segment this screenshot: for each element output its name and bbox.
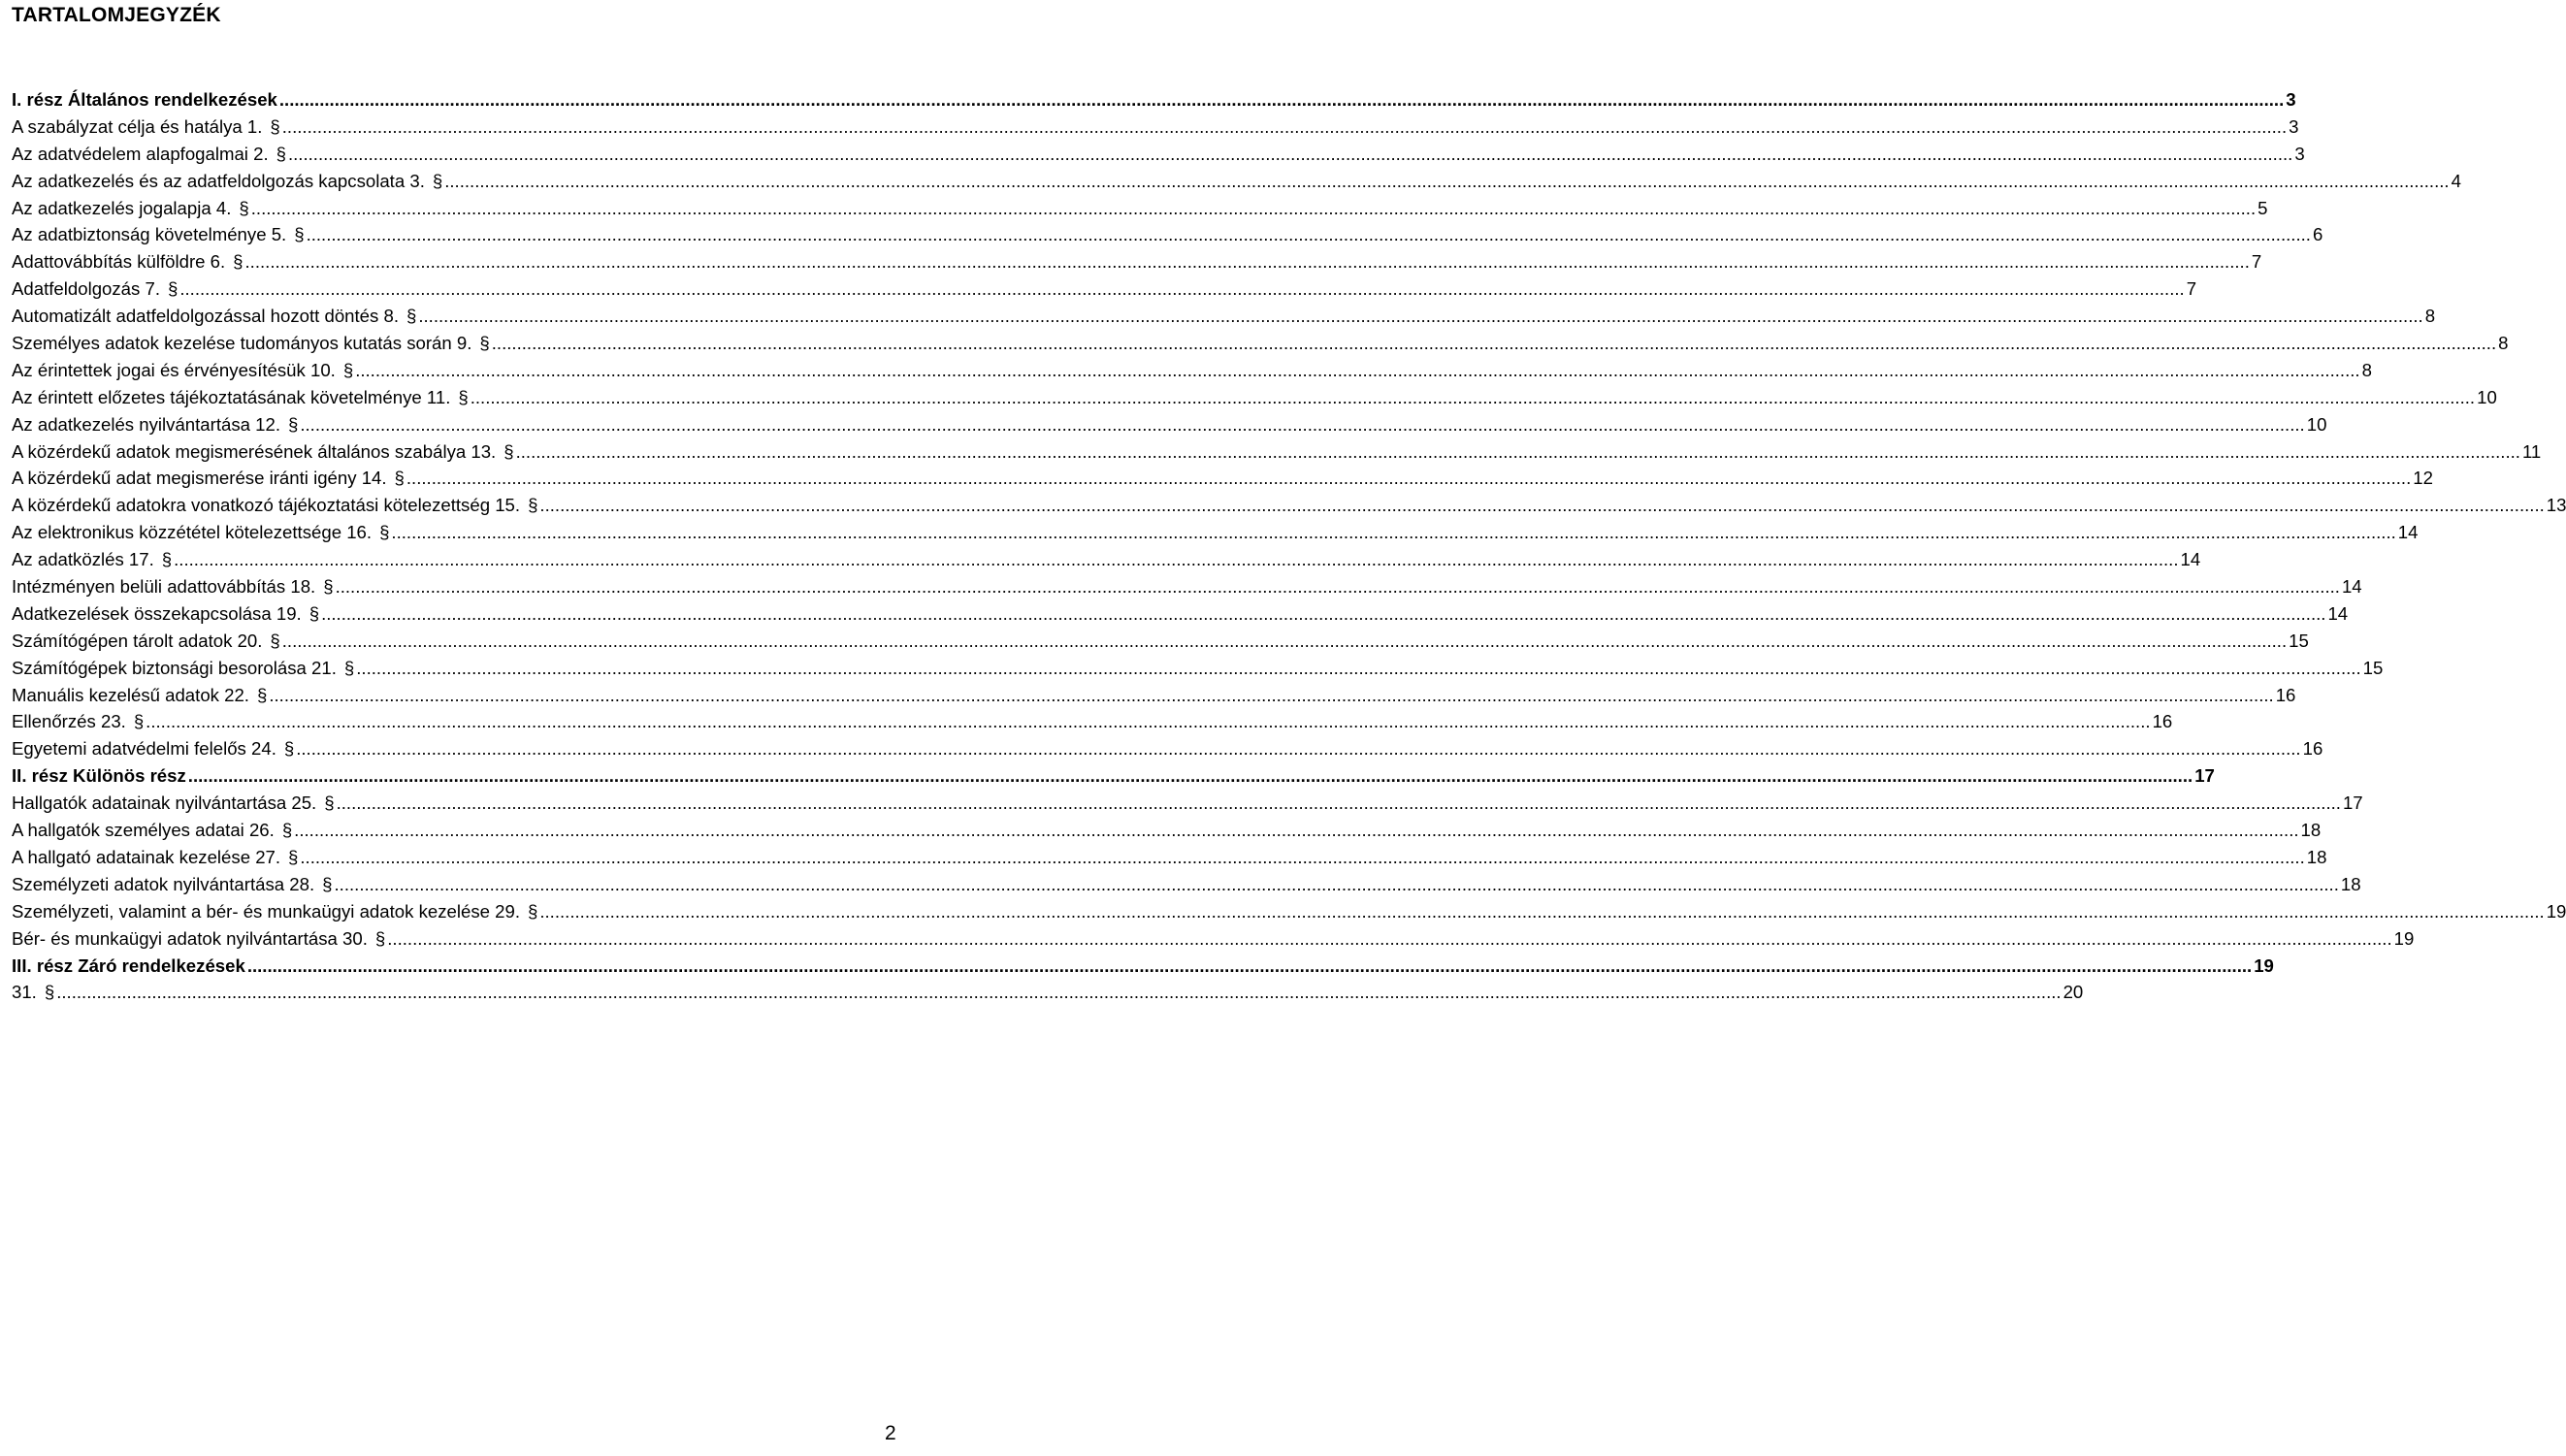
toc-entry-page: 18 [2300, 820, 2322, 841]
toc-entry-label: Intézményen belüli adattovábbítás 18. [12, 576, 316, 598]
toc-entry-label: II. rész Különös rész [12, 765, 186, 787]
toc-entry-page: 14 [2397, 522, 2419, 543]
dot-leader: ................................................................................................................................................................................................................................................................................................................................................................................................................ [174, 549, 2179, 570]
toc-entry[interactable] [12, 573, 2362, 600]
toc-entry-page: 18 [2306, 846, 2327, 867]
section-symbol: § [288, 846, 299, 867]
toc-entry-page: 3 [2294, 143, 2305, 164]
section-symbol: § [161, 549, 173, 570]
toc-entry-label: Az érintett előzetes tájékoztatásának követelménye 11. [12, 386, 451, 407]
toc-entry-label: Személyzeti, valamint a bér- és munkaügyi adatok kezelése 29. [12, 900, 520, 922]
section-symbol: § [528, 495, 538, 516]
section-symbol: § [343, 657, 355, 678]
toc-entry[interactable] [12, 925, 2415, 953]
toc-entry[interactable] [12, 735, 2323, 762]
toc-entry-page: 16 [2302, 738, 2323, 760]
dot-leader: ................................................................................................................................................................................................................................................................................................................................................................................................................ [406, 468, 2412, 489]
toc-part-entry[interactable] [12, 953, 2274, 980]
toc-entry-label: Személyes adatok kezelése tudományos kutatás során 9. [12, 333, 472, 354]
toc-entry-page: 8 [2498, 333, 2509, 354]
toc-entry-page: 8 [2424, 306, 2436, 327]
toc-entry-page: 17 [2194, 765, 2215, 787]
toc-entry-label: Automatizált adatfeldolgozással hozott döntés 8. [12, 306, 399, 327]
section-symbol: § [374, 927, 386, 949]
dot-leader: ................................................................................................................................................................................................................................................................................................................................................................................................................ [391, 522, 2396, 543]
toc-entry[interactable] [12, 248, 2262, 275]
dot-leader: ................................................................................................................................................................................................................................................................................................................................................................................................................ [56, 982, 2062, 1003]
toc-entry[interactable] [12, 411, 2327, 438]
toc-entry-page: 15 [2362, 657, 2384, 678]
dot-leader: ................................................................................................................................................................................................................................................................................................................................................................................................................ [321, 602, 2326, 624]
toc-entry-page: 3 [2286, 89, 2296, 110]
dot-leader: ................................................................................................................................................................................................................................................................................................................................................................................................................ [246, 954, 2253, 976]
dot-leader: ................................................................................................................................................................................................................................................................................................................................................................................................................ [335, 576, 2340, 598]
section-symbol: § [294, 224, 305, 245]
toc-entry[interactable] [12, 303, 2436, 330]
section-symbol: § [270, 630, 280, 651]
toc-entry[interactable] [12, 979, 2084, 1006]
toc-entry[interactable] [12, 168, 2461, 195]
toc-entry-page: 20 [2063, 982, 2084, 1003]
section-symbol: § [379, 522, 390, 543]
dot-leader: ................................................................................................................................................................................................................................................................................................................................................................................................................ [539, 900, 2545, 922]
toc-entry[interactable] [12, 871, 2361, 898]
dot-leader: ................................................................................................................................................................................................................................................................................................................................................................................................................ [179, 278, 2185, 300]
toc-entry[interactable] [12, 221, 2323, 248]
toc-entry[interactable] [12, 357, 2372, 384]
table-of-contents [12, 86, 2566, 1006]
toc-entry-label: I. rész Általános rendelkezések [12, 89, 277, 110]
section-symbol: § [288, 413, 299, 435]
toc-entry-page: 14 [2180, 549, 2201, 570]
dot-leader: ................................................................................................................................................................................................................................................................................................................................................................................................................ [418, 306, 2423, 327]
toc-entry-page: 16 [2275, 684, 2296, 705]
section-symbol: § [283, 738, 295, 760]
toc-entry-label: Egyetemi adatvédelmi felelős 24. [12, 738, 276, 760]
toc-entry-page: 6 [2312, 224, 2323, 245]
dot-leader: ................................................................................................................................................................................................................................................................................................................................................................................................................ [244, 251, 2250, 273]
toc-entry-page: 19 [2393, 927, 2415, 949]
toc-entry-page: 18 [2340, 873, 2361, 894]
toc-entry[interactable] [12, 275, 2197, 303]
toc-entry-label: A közérdekű adat megismerése iránti igény 14. [12, 468, 387, 489]
toc-entry-page: 16 [2152, 711, 2173, 732]
section-symbol: § [44, 982, 55, 1003]
toc-entry-label: Számítógépek biztonsági besorolása 21. [12, 657, 337, 678]
toc-entry-label: Bér- és munkaügyi adatok nyilvántartása 30. [12, 927, 368, 949]
dot-leader: ................................................................................................................................................................................................................................................................................................................................................................................................................ [515, 440, 2520, 462]
toc-entry-label: Ellenőrzés 23. [12, 711, 126, 732]
toc-entry-label: Az elektronikus közzététel kötelezettsége 16. [12, 522, 373, 543]
toc-entry[interactable] [12, 898, 2566, 925]
dot-leader: ................................................................................................................................................................................................................................................................................................................................................................................................................ [356, 657, 2361, 678]
dot-leader: ................................................................................................................................................................................................................................................................................................................................................................................................................ [355, 359, 2360, 380]
toc-entry[interactable] [12, 708, 2173, 735]
section-symbol: § [233, 251, 244, 273]
section-symbol: § [432, 170, 443, 191]
toc-entry-page: 14 [2327, 602, 2349, 624]
toc-part-entry[interactable] [12, 762, 2215, 790]
toc-entry-label: Adattovábbítás külföldre 6. [12, 251, 226, 273]
toc-entry-label: A szabályzat célja és hatálya 1. [12, 115, 263, 137]
toc-entry-label: Az adatkezelés nyilvántartása 12. [12, 413, 280, 435]
dot-leader: ................................................................................................................................................................................................................................................................................................................................................................................................................ [306, 224, 2311, 245]
section-symbol: § [406, 306, 417, 327]
page-number: 2 [885, 1422, 896, 1444]
toc-entry-page: 3 [2289, 115, 2299, 137]
section-symbol: § [527, 900, 538, 922]
toc-entry-label: Hallgatók adatainak nyilvántartása 25. [12, 793, 317, 814]
toc-entry-page: 11 [2521, 440, 2542, 462]
dot-leader: ................................................................................................................................................................................................................................................................................................................................................................................................................ [491, 333, 2497, 354]
toc-part-entry[interactable] [12, 86, 2296, 113]
dot-leader: ................................................................................................................................................................................................................................................................................................................................................................................................................ [336, 793, 2341, 814]
section-symbol: § [256, 684, 268, 705]
section-symbol: § [324, 793, 335, 814]
toc-entry[interactable] [12, 195, 2268, 222]
dot-leader: ................................................................................................................................................................................................................................................................................................................................................................................................................ [387, 927, 2392, 949]
page-title: TARTALOMJEGYZÉK [12, 4, 221, 26]
toc-entry[interactable] [12, 628, 2309, 655]
toc-entry-label: Manuális kezelésű adatok 22. [12, 684, 249, 705]
toc-entry-page: 13 [2546, 495, 2566, 516]
toc-entry-label: 31. [12, 982, 37, 1003]
dot-leader: ................................................................................................................................................................................................................................................................................................................................................................................................................ [539, 495, 2545, 516]
toc-entry-page: 17 [2342, 793, 2363, 814]
toc-entry-label: A hallgatók személyes adatai 26. [12, 820, 275, 841]
toc-entry-page: 12 [2413, 468, 2433, 489]
toc-entry[interactable] [12, 546, 2201, 573]
dot-leader: ................................................................................................................................................................................................................................................................................................................................................................................................................ [300, 846, 2305, 867]
toc-entry[interactable] [12, 844, 2327, 871]
section-symbol: § [503, 440, 514, 462]
toc-entry-label: Számítógépen tárolt adatok 20. [12, 630, 263, 651]
section-symbol: § [479, 333, 490, 354]
toc-entry[interactable] [12, 141, 2305, 168]
toc-entry-page: 7 [2186, 278, 2197, 300]
dot-leader: ................................................................................................................................................................................................................................................................................................................................................................................................................ [470, 386, 2476, 407]
toc-entry-page: 4 [2451, 170, 2461, 191]
dot-leader: ................................................................................................................................................................................................................................................................................................................................................................................................................ [300, 413, 2305, 435]
dot-leader: ................................................................................................................................................................................................................................................................................................................................................................................................................ [187, 765, 2193, 787]
toc-entry-page: 19 [2254, 954, 2274, 976]
toc-entry-page: 10 [2477, 386, 2497, 407]
dot-leader: ................................................................................................................................................................................................................................................................................................................................................................................................................ [287, 143, 2293, 164]
toc-entry-page: 8 [2361, 359, 2372, 380]
toc-entry-label: III. rész Záró rendelkezések [12, 954, 245, 976]
toc-entry-page: 19 [2546, 900, 2566, 922]
toc-entry-page: 10 [2306, 413, 2327, 435]
section-symbol: § [281, 820, 293, 841]
dot-leader: ................................................................................................................................................................................................................................................................................................................................................................................................................ [278, 89, 2285, 110]
toc-entry-label: Az érintettek jogai és érvényesítésük 10. [12, 359, 336, 380]
section-symbol: § [309, 602, 320, 624]
toc-entry-page: 5 [2257, 197, 2268, 218]
section-symbol: § [342, 359, 354, 380]
toc-entry[interactable] [12, 790, 2363, 817]
toc-entry[interactable] [12, 465, 2433, 492]
section-symbol: § [394, 468, 405, 489]
toc-entry-label: A hallgató adatainak kezelése 27. [12, 846, 281, 867]
toc-entry-label: Adatfeldolgozás 7. [12, 278, 160, 300]
section-symbol: § [270, 115, 280, 137]
toc-entry[interactable] [12, 330, 2509, 357]
dot-leader: ................................................................................................................................................................................................................................................................................................................................................................................................................ [296, 738, 2301, 760]
toc-entry[interactable] [12, 492, 2566, 519]
toc-entry[interactable] [12, 438, 2542, 466]
toc-entry-label: Az adatkezelés és az adatfeldolgozás kapcsolata 3. [12, 170, 425, 191]
toc-entry-page: 15 [2289, 630, 2309, 651]
toc-entry[interactable] [12, 817, 2322, 844]
toc-entry[interactable] [12, 600, 2349, 628]
dot-leader: ................................................................................................................................................................................................................................................................................................................................................................................................................ [281, 630, 2288, 651]
dot-leader: ................................................................................................................................................................................................................................................................................................................................................................................................................ [146, 711, 2151, 732]
toc-entry[interactable] [12, 519, 2419, 546]
section-symbol: § [322, 873, 333, 894]
section-symbol: § [276, 143, 286, 164]
toc-entry[interactable] [12, 655, 2384, 682]
dot-leader: ................................................................................................................................................................................................................................................................................................................................................................................................................ [334, 873, 2339, 894]
section-symbol: § [168, 278, 179, 300]
section-symbol: § [133, 711, 145, 732]
dot-leader: ................................................................................................................................................................................................................................................................................................................................................................................................................ [281, 115, 2288, 137]
section-symbol: § [239, 197, 249, 218]
dot-leader: ................................................................................................................................................................................................................................................................................................................................................................................................................ [294, 820, 2299, 841]
toc-entry-page: 14 [2341, 576, 2362, 598]
toc-entry[interactable] [12, 682, 2296, 709]
section-symbol: § [323, 576, 334, 598]
toc-entry[interactable] [12, 384, 2497, 411]
dot-leader: ................................................................................................................................................................................................................................................................................................................................................................................................................ [269, 684, 2274, 705]
toc-entry-page: 7 [2251, 251, 2262, 273]
section-symbol: § [458, 386, 469, 407]
toc-entry-label: Az adatbiztonság követelménye 5. [12, 224, 287, 245]
toc-entry-label: Az adatközlés 17. [12, 549, 154, 570]
toc-entry[interactable] [12, 113, 2299, 141]
toc-entry-label: Az adatvédelem alapfogalmai 2. [12, 143, 269, 164]
toc-entry-label: Adatkezelések összekapcsolása 19. [12, 602, 302, 624]
toc-entry-label: A közérdekű adatok megismerésének általános szabálya 13. [12, 440, 497, 462]
toc-entry-label: A közérdekű adatokra vonatkozó tájékoztatási kötelezettség 15. [12, 495, 521, 516]
toc-entry-label: Személyzeti adatok nyilvántartása 28. [12, 873, 315, 894]
dot-leader: ................................................................................................................................................................................................................................................................................................................................................................................................................ [250, 197, 2257, 218]
toc-entry-label: Az adatkezelés jogalapja 4. [12, 197, 232, 218]
dot-leader: ................................................................................................................................................................................................................................................................................................................................................................................................................ [444, 170, 2450, 191]
